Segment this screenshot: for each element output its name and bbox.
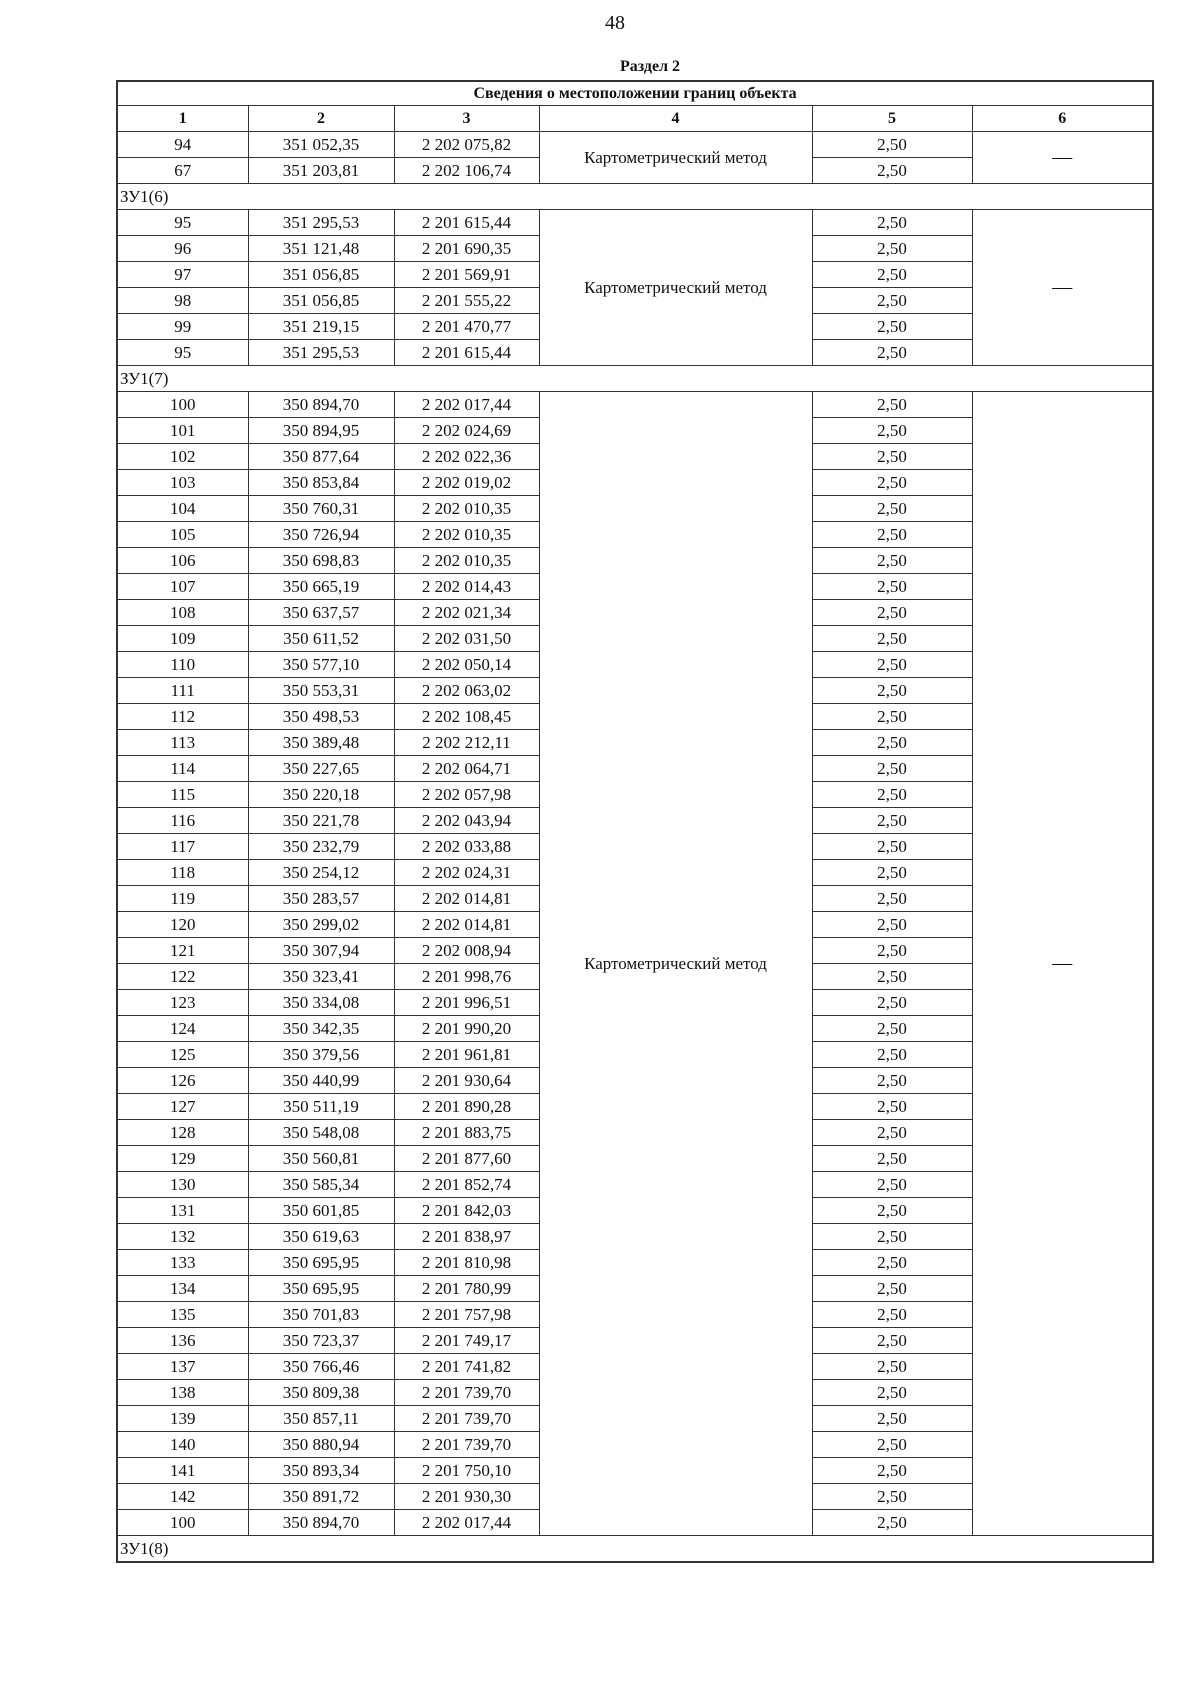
accuracy-value: 2,50 (812, 132, 972, 158)
point-number: 129 (117, 1146, 248, 1172)
accuracy-value: 2,50 (812, 1458, 972, 1484)
accuracy-value: 2,50 (812, 678, 972, 704)
coordinate-x: 350 389,48 (248, 730, 394, 756)
coordinate-y: 2 201 569,91 (394, 262, 539, 288)
coordinate-x: 350 637,57 (248, 600, 394, 626)
point-number: 124 (117, 1016, 248, 1042)
point-number: 141 (117, 1458, 248, 1484)
coordinate-y: 2 201 838,97 (394, 1224, 539, 1250)
coordinate-y: 2 202 017,44 (394, 392, 539, 418)
column-header: 5 (812, 106, 972, 132)
accuracy-value: 2,50 (812, 652, 972, 678)
coordinate-y: 2 202 014,81 (394, 912, 539, 938)
coordinate-x: 350 857,11 (248, 1406, 394, 1432)
coordinate-x: 351 121,48 (248, 236, 394, 262)
coordinate-x: 351 295,53 (248, 210, 394, 236)
point-number: 96 (117, 236, 248, 262)
accuracy-value: 2,50 (812, 210, 972, 236)
point-number: 122 (117, 964, 248, 990)
coordinate-x: 350 232,79 (248, 834, 394, 860)
coordinate-x: 350 227,65 (248, 756, 394, 782)
accuracy-value: 2,50 (812, 730, 972, 756)
coordinate-x: 350 560,81 (248, 1146, 394, 1172)
coordinate-y: 2 201 555,22 (394, 288, 539, 314)
point-number: 128 (117, 1120, 248, 1146)
point-number: 108 (117, 600, 248, 626)
coordinate-y: 2 202 024,69 (394, 418, 539, 444)
accuracy-value: 2,50 (812, 626, 972, 652)
point-number: 115 (117, 782, 248, 808)
table-row (117, 132, 1153, 158)
accuracy-value: 2,50 (812, 782, 972, 808)
coordinate-x: 350 891,72 (248, 1484, 394, 1510)
point-number: 104 (117, 496, 248, 522)
accuracy-value: 2,50 (812, 834, 972, 860)
accuracy-value: 2,50 (812, 600, 972, 626)
point-number: 119 (117, 886, 248, 912)
point-number: 131 (117, 1198, 248, 1224)
coordinate-x: 350 695,95 (248, 1250, 394, 1276)
point-number: 107 (117, 574, 248, 600)
coordinate-x: 350 701,83 (248, 1302, 394, 1328)
coordinate-y: 2 202 063,02 (394, 678, 539, 704)
accuracy-value: 2,50 (812, 1406, 972, 1432)
coordinate-y: 2 202 043,94 (394, 808, 539, 834)
coordinate-x: 351 056,85 (248, 288, 394, 314)
coordinate-x: 350 601,85 (248, 1198, 394, 1224)
coordinate-y: 2 201 990,20 (394, 1016, 539, 1042)
coordinate-x: 350 379,56 (248, 1042, 394, 1068)
point-number: 139 (117, 1406, 248, 1432)
coordinate-x: 350 323,41 (248, 964, 394, 990)
coordinate-y: 2 201 615,44 (394, 210, 539, 236)
coordinate-y: 2 201 739,70 (394, 1432, 539, 1458)
coordinate-y: 2 201 930,64 (394, 1068, 539, 1094)
coordinate-y: 2 202 019,02 (394, 470, 539, 496)
accuracy-value: 2,50 (812, 704, 972, 730)
table-caption: Сведения о местоположении границ объекта (117, 81, 1153, 106)
accuracy-value: 2,50 (812, 886, 972, 912)
point-number: 135 (117, 1302, 248, 1328)
accuracy-value: 2,50 (812, 1224, 972, 1250)
method-cell: Картометрический метод (539, 392, 812, 1536)
point-number: 100 (117, 1510, 248, 1536)
coordinate-x: 350 698,83 (248, 548, 394, 574)
coordinate-y: 2 201 877,60 (394, 1146, 539, 1172)
accuracy-value: 2,50 (812, 1302, 972, 1328)
coordinate-y: 2 202 014,81 (394, 886, 539, 912)
coordinate-y: 2 202 108,45 (394, 704, 539, 730)
coordinate-y: 2 202 017,44 (394, 1510, 539, 1536)
coordinate-y: 2 202 010,35 (394, 496, 539, 522)
coordinate-y: 2 202 064,71 (394, 756, 539, 782)
method-cell: Картометрический метод (539, 210, 812, 366)
coordinate-x: 351 219,15 (248, 314, 394, 340)
accuracy-value: 2,50 (812, 1250, 972, 1276)
point-number: 130 (117, 1172, 248, 1198)
point-number: 113 (117, 730, 248, 756)
point-number: 138 (117, 1380, 248, 1406)
coordinate-y: 2 202 033,88 (394, 834, 539, 860)
point-number: 136 (117, 1328, 248, 1354)
coordinate-x: 350 334,08 (248, 990, 394, 1016)
coordinate-x: 350 553,31 (248, 678, 394, 704)
coordinate-x: 350 299,02 (248, 912, 394, 938)
coordinate-y: 2 202 008,94 (394, 938, 539, 964)
coordinate-x: 350 511,19 (248, 1094, 394, 1120)
coordinate-y: 2 202 024,31 (394, 860, 539, 886)
group-label: ЗУ1(6) (117, 184, 1153, 210)
coordinate-y: 2 201 930,30 (394, 1484, 539, 1510)
coordinate-x: 350 307,94 (248, 938, 394, 964)
coordinate-x: 350 723,37 (248, 1328, 394, 1354)
group-row (117, 184, 1153, 210)
coordinate-y: 2 201 842,03 (394, 1198, 539, 1224)
coordinate-x: 350 585,34 (248, 1172, 394, 1198)
coordinate-x: 351 295,53 (248, 340, 394, 366)
coordinate-y: 2 201 741,82 (394, 1354, 539, 1380)
coordinate-y: 2 201 757,98 (394, 1302, 539, 1328)
point-number: 111 (117, 678, 248, 704)
coordinate-y: 2 201 852,74 (394, 1172, 539, 1198)
point-number: 120 (117, 912, 248, 938)
coordinate-y: 2 202 031,50 (394, 626, 539, 652)
point-number: 121 (117, 938, 248, 964)
point-number: 142 (117, 1484, 248, 1510)
accuracy-value: 2,50 (812, 1172, 972, 1198)
point-number: 114 (117, 756, 248, 782)
coordinate-x: 350 726,94 (248, 522, 394, 548)
coordinate-y: 2 201 998,76 (394, 964, 539, 990)
accuracy-value: 2,50 (812, 1146, 972, 1172)
accuracy-value: 2,50 (812, 1432, 972, 1458)
accuracy-value: 2,50 (812, 262, 972, 288)
coordinate-y: 2 202 050,14 (394, 652, 539, 678)
coordinate-x: 350 440,99 (248, 1068, 394, 1094)
dash-cell: — (972, 392, 1153, 1536)
accuracy-value: 2,50 (812, 444, 972, 470)
accuracy-value: 2,50 (812, 1198, 972, 1224)
coordinate-x: 350 619,63 (248, 1224, 394, 1250)
coordinate-y: 2 201 739,70 (394, 1406, 539, 1432)
accuracy-value: 2,50 (812, 912, 972, 938)
point-number: 118 (117, 860, 248, 886)
coordinate-y: 2 201 883,75 (394, 1120, 539, 1146)
accuracy-value: 2,50 (812, 522, 972, 548)
accuracy-value: 2,50 (812, 1328, 972, 1354)
accuracy-value: 2,50 (812, 418, 972, 444)
point-number: 106 (117, 548, 248, 574)
coordinate-x: 350 577,10 (248, 652, 394, 678)
coordinate-x: 350 893,34 (248, 1458, 394, 1484)
accuracy-value: 2,50 (812, 964, 972, 990)
coordinate-x: 350 283,57 (248, 886, 394, 912)
coordinate-y: 2 201 750,10 (394, 1458, 539, 1484)
column-header: 2 (248, 106, 394, 132)
group-label: ЗУ1(8) (117, 1536, 1153, 1563)
coordinate-y: 2 202 021,34 (394, 600, 539, 626)
point-number: 94 (117, 132, 248, 158)
point-number: 109 (117, 626, 248, 652)
coordinate-y: 2 201 470,77 (394, 314, 539, 340)
coordinate-x: 350 877,64 (248, 444, 394, 470)
coordinate-y: 2 201 961,81 (394, 1042, 539, 1068)
point-number: 95 (117, 340, 248, 366)
accuracy-value: 2,50 (812, 1094, 972, 1120)
point-number: 110 (117, 652, 248, 678)
coordinate-x: 350 548,08 (248, 1120, 394, 1146)
accuracy-value: 2,50 (812, 990, 972, 1016)
accuracy-value: 2,50 (812, 1276, 972, 1302)
coordinate-x: 351 052,35 (248, 132, 394, 158)
accuracy-value: 2,50 (812, 808, 972, 834)
point-number: 123 (117, 990, 248, 1016)
coordinate-x: 350 880,94 (248, 1432, 394, 1458)
coordinate-x: 350 498,53 (248, 704, 394, 730)
accuracy-value: 2,50 (812, 548, 972, 574)
coordinate-y: 2 202 106,74 (394, 158, 539, 184)
method-cell: Картометрический метод (539, 132, 812, 184)
coordinate-y: 2 202 010,35 (394, 548, 539, 574)
coordinate-x: 350 894,70 (248, 392, 394, 418)
accuracy-value: 2,50 (812, 1068, 972, 1094)
coordinate-x: 350 894,95 (248, 418, 394, 444)
accuracy-value: 2,50 (812, 1354, 972, 1380)
coordinate-x: 350 760,31 (248, 496, 394, 522)
coordinate-x: 350 254,12 (248, 860, 394, 886)
column-header: 1 (117, 106, 248, 132)
coordinate-x: 351 203,81 (248, 158, 394, 184)
point-number: 67 (117, 158, 248, 184)
point-number: 95 (117, 210, 248, 236)
point-number: 105 (117, 522, 248, 548)
accuracy-value: 2,50 (812, 1510, 972, 1536)
accuracy-value: 2,50 (812, 392, 972, 418)
accuracy-value: 2,50 (812, 1380, 972, 1406)
column-header: 6 (972, 106, 1153, 132)
accuracy-value: 2,50 (812, 288, 972, 314)
column-header: 4 (539, 106, 812, 132)
accuracy-value: 2,50 (812, 1016, 972, 1042)
coordinate-x: 350 853,84 (248, 470, 394, 496)
point-number: 116 (117, 808, 248, 834)
table-caption-row (117, 81, 1153, 106)
accuracy-value: 2,50 (812, 1042, 972, 1068)
accuracy-value: 2,50 (812, 756, 972, 782)
point-number: 97 (117, 262, 248, 288)
point-number: 98 (117, 288, 248, 314)
accuracy-value: 2,50 (812, 236, 972, 262)
point-number: 103 (117, 470, 248, 496)
point-number: 99 (117, 314, 248, 340)
coordinate-y: 2 202 075,82 (394, 132, 539, 158)
accuracy-value: 2,50 (812, 158, 972, 184)
point-number: 112 (117, 704, 248, 730)
table-row (117, 392, 1153, 418)
point-number: 125 (117, 1042, 248, 1068)
dash-cell: — (972, 132, 1153, 184)
coordinate-x: 350 695,95 (248, 1276, 394, 1302)
dash-cell: — (972, 210, 1153, 366)
point-number: 132 (117, 1224, 248, 1250)
group-row (117, 366, 1153, 392)
accuracy-value: 2,50 (812, 1120, 972, 1146)
boundary-coordinates-table (116, 80, 1154, 1563)
accuracy-value: 2,50 (812, 860, 972, 886)
accuracy-value: 2,50 (812, 470, 972, 496)
point-number: 126 (117, 1068, 248, 1094)
coordinate-x: 351 056,85 (248, 262, 394, 288)
coordinate-y: 2 202 212,11 (394, 730, 539, 756)
coordinate-y: 2 201 615,44 (394, 340, 539, 366)
coordinate-y: 2 202 057,98 (394, 782, 539, 808)
accuracy-value: 2,50 (812, 314, 972, 340)
coordinate-y: 2 201 810,98 (394, 1250, 539, 1276)
point-number: 133 (117, 1250, 248, 1276)
coordinate-y: 2 201 890,28 (394, 1094, 539, 1120)
coordinate-y: 2 202 010,35 (394, 522, 539, 548)
coordinate-y: 2 202 014,43 (394, 574, 539, 600)
point-number: 140 (117, 1432, 248, 1458)
coordinate-x: 350 220,18 (248, 782, 394, 808)
column-header: 3 (394, 106, 539, 132)
point-number: 102 (117, 444, 248, 470)
section-title: Раздел 2 (619, 58, 681, 75)
accuracy-value: 2,50 (812, 340, 972, 366)
coordinate-x: 350 221,78 (248, 808, 394, 834)
accuracy-value: 2,50 (812, 938, 972, 964)
coordinate-x: 350 665,19 (248, 574, 394, 600)
coordinate-y: 2 201 749,17 (394, 1328, 539, 1354)
point-number: 134 (117, 1276, 248, 1302)
table-header-row (117, 106, 1153, 132)
coordinate-x: 350 342,35 (248, 1016, 394, 1042)
point-number: 101 (117, 418, 248, 444)
point-number: 137 (117, 1354, 248, 1380)
coordinate-x: 350 809,38 (248, 1380, 394, 1406)
accuracy-value: 2,50 (812, 496, 972, 522)
coordinate-y: 2 201 996,51 (394, 990, 539, 1016)
coordinate-y: 2 201 690,35 (394, 236, 539, 262)
coordinate-y: 2 201 739,70 (394, 1380, 539, 1406)
point-number: 100 (117, 392, 248, 418)
coordinate-y: 2 202 022,36 (394, 444, 539, 470)
group-label: ЗУ1(7) (117, 366, 1153, 392)
point-number: 127 (117, 1094, 248, 1120)
coordinate-x: 350 766,46 (248, 1354, 394, 1380)
coordinate-x: 350 611,52 (248, 626, 394, 652)
point-number: 117 (117, 834, 248, 860)
accuracy-value: 2,50 (812, 1484, 972, 1510)
group-row (117, 1536, 1153, 1563)
coordinate-y: 2 201 780,99 (394, 1276, 539, 1302)
page-number: 48 (605, 12, 625, 34)
table-row (117, 210, 1153, 236)
accuracy-value: 2,50 (812, 574, 972, 600)
coordinate-x: 350 894,70 (248, 1510, 394, 1536)
